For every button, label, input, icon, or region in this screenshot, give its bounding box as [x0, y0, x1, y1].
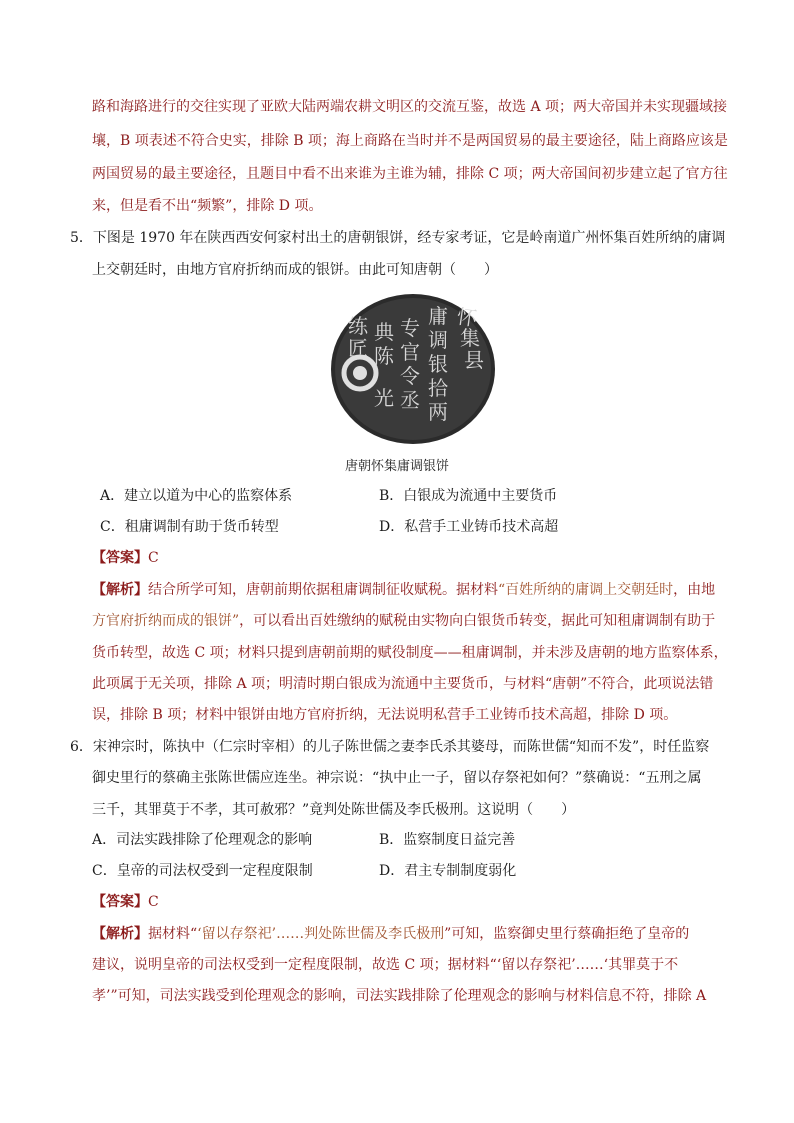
- svg-text:练: 练: [348, 314, 368, 338]
- prev-analysis-line-2: 壤，B 项表述不符合史实，排除 B 项；海上商路在当时并不是两国贸易的最主要途径，陆上商路应该是: [92, 133, 728, 149]
- q5-option-c[interactable]: C．租庸调制有助于货币转型: [100, 519, 279, 535]
- svg-text:匠: 匠: [348, 336, 368, 360]
- figure-caption: 唐朝怀集庸调银饼: [344, 459, 449, 474]
- q6-analysis-line-2: 建议，说明皇帝的司法权受到一定程度限制，故选 C 项；据材料“‘留以存祭祀’……‘其罪莫于不: [92, 957, 679, 973]
- q5-analysis-line-1: [92, 580, 715, 600]
- q6-analysis-line-1: [92, 924, 689, 944]
- svg-text:怀: 怀: [455, 304, 479, 331]
- svg-text:典: 典: [374, 320, 394, 344]
- q5-option-d[interactable]: D．私营手工业铸币技术高超: [379, 519, 559, 535]
- q5-stem-line-1: 5．下图是 1970 年在陕西西安何家村出土的唐朝银饼，经专家考证，它是岭南道广州怀集百姓所纳的庸调: [70, 230, 726, 246]
- q6-option-c[interactable]: C．皇帝的司法权受到一定程度限制: [92, 863, 313, 879]
- analysis-label: 【解析】: [92, 582, 148, 598]
- q5-analysis-line-5: 误，排除 B 项；材料中银饼由地方官府折纳，无法说明私营手工业铸币技术高超，排除 D 项。: [92, 707, 678, 723]
- svg-text:庸: 庸: [428, 304, 448, 328]
- svg-text:银: 银: [428, 352, 448, 376]
- analysis-quote: “百姓所纳的庸调上交朝廷时: [498, 582, 674, 598]
- svg-text:陈: 陈: [374, 344, 394, 368]
- prev-analysis-line-3: 两国贸易的最主要途径，且题目中看不出来谁为主谁为辅，排除 C 项；两大帝国间初步建立起了官方往: [92, 166, 728, 182]
- q5-analysis-line-4: 此项属于无关项，排除 A 项；明清时期白银成为流通中主要货币，与材料“唐朝”不符合，此项说法错: [92, 676, 714, 692]
- answer-value: C: [148, 894, 159, 910]
- analysis-text: 据材料“: [148, 926, 198, 942]
- svg-text:丞: 丞: [400, 388, 420, 412]
- prev-analysis-line-1: 路和海路进行的交往实现了亚欧大陆两端农耕文明区的交流互鉴，故选 A 项；两大帝国并未实现疆域接: [92, 99, 728, 115]
- q5-stem-line-2: 上交朝廷时，由地方官府折纳而成的银饼。由此可知唐朝（ ）: [92, 262, 498, 278]
- svg-text:光: 光: [374, 386, 394, 410]
- analysis-label: 【解析】: [92, 926, 148, 942]
- q6-option-b[interactable]: B．监察制度日益完善: [379, 832, 516, 848]
- analysis-text: 结合所学可知，唐朝前期依据租庸调制征收赋税。据材料: [148, 582, 498, 598]
- analysis-quote: ‘留以存祭祀’……判处陈世儒及李氏极刑: [197, 926, 445, 942]
- svg-text:调: 调: [428, 328, 448, 352]
- q6-answer: [92, 892, 159, 912]
- svg-text:专: 专: [400, 316, 420, 340]
- q6-stem-line-2: 御史里行的蔡确主张陈世儒应连坐。神宗说：“执中止一子，留以存祭祀如何？”蔡确说：“五刑之属: [92, 770, 702, 786]
- answer-label: 【答案】: [92, 894, 148, 910]
- analysis-quote: 方官府折纳而成的银饼”: [92, 613, 240, 629]
- svg-text:两: 两: [428, 400, 448, 424]
- q5-analysis-line-2: [92, 611, 715, 631]
- answer-label: 【答案】: [92, 550, 148, 566]
- prev-analysis-line-4: 来，但是看不出“频繁”，排除 D 项。: [92, 198, 323, 214]
- svg-text:拾: 拾: [428, 376, 448, 400]
- svg-text:集: 集: [460, 326, 480, 350]
- q5-option-b[interactable]: B．白银成为流通中主要货币: [379, 488, 558, 504]
- answer-value: C: [148, 550, 159, 566]
- q6-analysis-line-3: 孝’”可知，司法实践受到伦理观念的影响，司法实践排除了伦理观念的影响与材料信息不符，排除 A: [92, 988, 707, 1004]
- q6-stem-line-3: 三千，其罪莫于不孝，其可赦邪？”竟判处陈世儒及李氏极刑。这说明（ ）: [92, 802, 576, 818]
- q6-stem-line-1: 6．宋神宗时，陈执中（仁宗时宰相）的儿子陈世儒之妻李氏杀其婆母，而陈世儒“知而不发”，时任监察: [70, 739, 710, 755]
- q6-option-d[interactable]: D．君主专制制度弱化: [379, 863, 517, 879]
- svg-text:令: 令: [400, 364, 420, 388]
- analysis-text: ，可以看出百姓缴纳的赋税由实物向白银货币转变，据此可知租庸调制有助于: [239, 613, 716, 629]
- q5-option-a[interactable]: A．建立以道为中心的监察体系: [100, 488, 293, 504]
- analysis-text: ”可知，监察御史里行蔡确拒绝了皇帝的: [444, 926, 690, 942]
- q5-answer: [92, 548, 159, 568]
- q5-analysis-line-3: 货币转型，故选 C 项；材料只提到唐朝前期的赋役制度——租庸调制，并未涉及唐朝的地方监察体系，: [92, 645, 728, 661]
- q6-option-a[interactable]: A．司法实践排除了伦理观念的影响: [92, 832, 313, 848]
- analysis-text: ，由地: [673, 582, 716, 598]
- svg-text:官: 官: [400, 340, 420, 364]
- silver-cake-rubbing-image: [330, 293, 496, 445]
- svg-text:县: 县: [464, 348, 484, 372]
